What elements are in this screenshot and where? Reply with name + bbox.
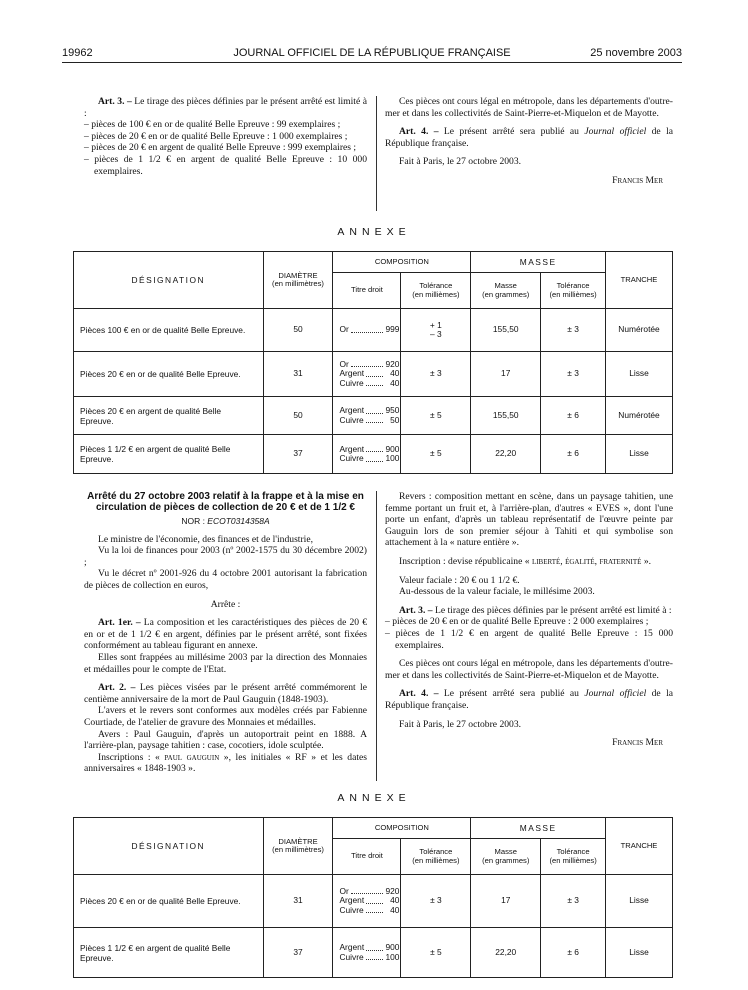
metal-name: Argent [339, 895, 365, 906]
metal-name: Or [339, 324, 349, 335]
column-divider [376, 491, 377, 781]
header-tolerance-masse [541, 273, 606, 309]
cell-tolerance-composition [401, 352, 471, 397]
dot-leader [366, 416, 384, 424]
header-tolerance-masse [541, 839, 606, 875]
preamble-loi: Vu la loi de finances pour 2003 (nº 2002-1575 du 30 décembre 2002) ; [84, 545, 367, 568]
arrete-left-column [84, 491, 367, 775]
header-tol-masse-unit: (en millièmes) [549, 855, 597, 865]
cell-tolerance-masse: ± 6 [541, 397, 606, 435]
header-designation: DÉSIGNATION [74, 818, 264, 875]
metal-value: 40 [390, 895, 400, 906]
header-tol-unit: (en millièmes) [412, 289, 460, 299]
cell-tranche: Lisse [606, 928, 673, 978]
metal-name: Argent [339, 942, 365, 952]
dot-leader [366, 369, 383, 377]
composition-line [339, 379, 399, 389]
avers-paragraph: Avers : Paul Gauguin, d'après un autoportrait peint en 1888. A l'arrière-plan, paysage tahitien : case, cocotiers, idole sculptée. [84, 728, 367, 752]
dot-leader [366, 953, 384, 961]
metal-value: 900 [385, 942, 400, 952]
cell-tolerance-composition [401, 875, 471, 928]
fait-a-paris: Fait à Paris, le 27 octobre 2003. [399, 156, 522, 168]
cell-masse: 155,50 [471, 397, 541, 435]
art4-label: Art. 4. – [399, 126, 439, 138]
dot-leader [351, 887, 384, 895]
annexe-title: ANNEXE [337, 226, 411, 238]
dot-leader [351, 325, 384, 333]
list-item: – pièces de 100 € en or de qualité Belle Epreuve : 99 exemplaires ; [84, 119, 341, 131]
cell-tolerance-masse: ± 3 [541, 309, 606, 352]
cell-designation: Pièces 20 € en argent de qualité Belle Epreuve. [74, 397, 264, 435]
metal-value: 950 [385, 405, 400, 415]
metal-name: Cuivre [339, 951, 364, 962]
page-header [62, 47, 682, 61]
metal-value: 900 [385, 443, 400, 454]
devise: liberté, égalité, fraternité [531, 555, 642, 567]
cell-masse: 17 [471, 875, 541, 928]
cell-tolerance-masse: ± 6 [541, 435, 606, 474]
list-item: – pièces de 1 1/2 € en argent de qualité Belle Epreuve : 15 000 exemplaires. [385, 627, 673, 651]
cell-tolerance-masse: ± 6 [541, 928, 606, 978]
art4-text-end: de la République française. [385, 126, 673, 149]
cell-tolerance-masse: ± 3 [541, 352, 606, 397]
art4-text: Le présent arrêté sera publié au [438, 688, 585, 700]
header-diametre [263, 252, 333, 309]
inscriptions-paragraph [84, 752, 367, 775]
header-masse-label: Masse [494, 847, 517, 856]
tolerance-value: ± 3 [430, 895, 442, 906]
top-left-column [84, 96, 367, 177]
header-tol-unit: (en millièmes) [412, 855, 460, 865]
metal-name: Argent [339, 443, 365, 454]
cell-designation: Pièces 1 1/2 € en argent de qualité Belle Epreuve. [74, 435, 264, 474]
metal-name: Or [339, 358, 349, 369]
header-diametre-label: DIAMÈTRE [278, 836, 318, 846]
table-row [74, 397, 673, 435]
fait-a-paris: Fait à Paris, le 27 octobre 2003. [399, 718, 522, 730]
dot-leader [366, 943, 383, 951]
cell-tolerance-composition [401, 309, 471, 352]
cell-designation: Pièces 1 1/2 € en argent de qualité Belle Epreuve. [74, 928, 264, 978]
dot-leader [366, 379, 384, 387]
header-diametre-unit: (en millimètres) [272, 279, 324, 288]
cell-designation: Pièces 20 € en or de qualité Belle Epreuve. [74, 352, 264, 397]
cell-titre-droit [333, 352, 401, 397]
art2-text: Les pièces visées par le présent arrêté commémorent le centième anniversaire de la mort de Paul Gauguin (1848-1903). [84, 682, 367, 705]
table-2-body [74, 875, 673, 978]
art4-text-end: de la République française. [385, 688, 673, 711]
metal-value: 40 [390, 368, 400, 379]
tolerance-value: ± 5 [430, 409, 442, 420]
composition-line [339, 416, 399, 426]
metal-value: 920 [385, 358, 400, 369]
cell-designation: Pièces 100 € en or de qualité Belle Epreuve. [74, 309, 264, 352]
signature: Francis Mer [612, 174, 663, 186]
annexe-title-2: ANNEXE [337, 792, 411, 804]
art4-label: Art. 4. – [399, 688, 439, 700]
revers-paragraph: Revers : composition mettant en scène, dans un paysage tahitien, une femme portant un fruit et, à l'arrière-plan, d'autres « EVES », dont l'une porte un enfant, d'après un tableau représentatif de l'œuvre peinte par Gauguin lors de son premier séjour à Tahiti et qui symbolise son attachement à la « nature entière ». [385, 491, 673, 549]
cell-masse: 155,50 [471, 309, 541, 352]
list-item: – pièces de 1 1/2 € en argent de qualité Belle Epreuve : 10 000 exemplaires. [84, 153, 367, 177]
header-titre-droit: Titre droit [333, 839, 401, 875]
inscription-devise-end: ». [641, 555, 652, 567]
cell-diametre: 50 [263, 309, 333, 352]
list-item: – pièces de 20 € en argent de qualité Belle Epreuve : 999 exemplaires ; [84, 142, 357, 154]
header-masse-unit: (en grammes) [482, 855, 530, 865]
cell-titre-droit [333, 435, 401, 474]
arrete-title: Arrêté du 27 octobre 2003 relatif à la frappe et à la mise en circulation de pièces de collection de 20 € et de 1 1/2 € [87, 491, 364, 513]
cell-tranche: Numérotée [606, 309, 673, 352]
art4-paragraph [385, 126, 673, 149]
art3-text: Le tirage des pièces définies par le présent arrêté est limité à : [84, 96, 367, 119]
header-tol-label: Tolérance [419, 281, 453, 290]
dot-leader [366, 454, 384, 462]
table-row [74, 875, 673, 928]
header-rule [62, 62, 682, 63]
header-diametre [263, 818, 333, 875]
inscriptions-text: Inscriptions : « [98, 751, 165, 763]
cell-diametre: 31 [263, 352, 333, 397]
header-masse-grammes [471, 273, 541, 309]
dot-leader [366, 896, 383, 904]
legal-tender-paragraph: Ces pièces ont cours légal en métropole, dans les départements d'outre-mer et dans les collectivités de Saint-Pierre-et-Miquelon et de Mayotte. [385, 658, 673, 681]
metal-name: Argent [339, 368, 365, 379]
metal-name: Argent [339, 405, 365, 415]
tolerance-value: ± 5 [430, 946, 442, 957]
header-masse-unit: (en grammes) [482, 289, 530, 299]
cell-tolerance-composition [401, 435, 471, 474]
table-row [74, 435, 673, 474]
metal-value: 40 [390, 377, 400, 388]
metal-name: Cuivre [339, 453, 364, 463]
millesime: Au-dessous de la valeur faciale, le millésime 2003. [399, 586, 595, 598]
metal-name: Cuivre [339, 377, 364, 388]
cell-tranche: Numérotée [606, 397, 673, 435]
cell-masse: 22,20 [471, 435, 541, 474]
art2-label: Art. 2. – [98, 682, 136, 694]
metal-name: Cuivre [339, 904, 364, 915]
dot-leader [366, 445, 383, 453]
dot-leader [366, 906, 384, 914]
table-row [74, 928, 673, 978]
issue-date: 25 novembre 2003 [590, 47, 682, 59]
header-designation: DÉSIGNATION [74, 252, 264, 309]
composition-line [339, 953, 399, 963]
metal-value: 40 [390, 904, 400, 915]
cell-tranche: Lisse [606, 435, 673, 474]
legal-tender-paragraph: Ces pièces ont cours légal en métropole, dans les départements d'outre-mer et dans les collectivités de Saint-Pierre-et-Miquelon et de Mayotte. [385, 96, 673, 119]
preamble-decret: Vu le décret nº 2001-926 du 4 octobre 2001 autorisant la fabrication de pièces de collection en euros, [84, 568, 367, 591]
inscriptions-name: paul gauguin [164, 751, 220, 763]
art4-text: Le présent arrêté sera publié au [438, 126, 585, 138]
cell-diametre: 31 [263, 875, 333, 928]
composition-line [339, 454, 399, 464]
inscriptions-text-end: », les initiales « RF » et les dates anniversaires « 1848-1903 ». [84, 751, 367, 775]
art1-paragraph-2: Elles sont frappées au millésime 2003 par la direction des Monnaies et médailles pour le compte de l'Etat. [84, 651, 367, 675]
cell-masse: 17 [471, 352, 541, 397]
dot-leader [366, 406, 383, 414]
cell-diametre: 37 [263, 928, 333, 978]
tolerance-value: + 1 [429, 319, 442, 330]
tolerance-value: ± 3 [430, 368, 442, 379]
inscription-devise-text: Inscription : devise républicaine « [399, 555, 532, 567]
cell-diametre: 50 [263, 397, 333, 435]
cell-masse: 22,20 [471, 928, 541, 978]
header-composition: COMPOSITION [333, 252, 471, 273]
table-row [74, 309, 673, 352]
art4-paragraph [385, 688, 673, 711]
valeur-faciale: Valeur faciale : 20 € ou 1 1/2 €. [399, 574, 520, 586]
header-masse: MASSE [471, 252, 606, 273]
art3-label: Art. 3. – [399, 604, 433, 616]
journal-title: JOURNAL OFFICIEL DE LA RÉPUBLIQUE FRANÇAISE [233, 47, 511, 59]
cell-tranche: Lisse [606, 352, 673, 397]
cell-titre-droit [333, 309, 401, 352]
annexe-table-2 [73, 817, 673, 978]
journal-name: Journal officiel [584, 126, 647, 138]
art2-paragraph [84, 682, 367, 705]
cell-titre-droit [333, 875, 401, 928]
signature: Francis Mer [612, 737, 663, 749]
preamble-minister: Le ministre de l'économie, des finances et de l'industrie, [98, 533, 313, 545]
arrete-word: Arrête : [210, 598, 241, 610]
header-diametre-label: DIAMÈTRE [278, 270, 318, 280]
metal-name: Cuivre [339, 414, 364, 425]
tolerance-value: ± 5 [430, 448, 442, 459]
metal-value: 100 [385, 453, 400, 463]
annexe-table-1 [73, 251, 673, 474]
column-divider [376, 96, 377, 211]
metal-value: 999 [385, 324, 400, 335]
art1-paragraph [84, 617, 367, 652]
nor-label: NOR : [181, 516, 208, 526]
composition-line [339, 325, 399, 335]
header-tol-masse-label: Tolérance [556, 847, 590, 856]
art1-label: Art. 1er. – [98, 617, 141, 629]
header-masse-grammes [471, 839, 541, 875]
list-item: – pièces de 20 € en or de qualité Belle Epreuve : 1 000 exemplaires ; [84, 130, 348, 142]
composition-line [339, 906, 399, 916]
header-tol-masse-label: Tolérance [556, 281, 590, 290]
cell-tranche: Lisse [606, 875, 673, 928]
page-number: 19962 [62, 47, 93, 59]
header-masse: MASSE [471, 818, 606, 839]
cell-titre-droit [333, 928, 401, 978]
art2-paragraph-2: L'avers et le revers sont conformes aux modèles créés par Fabienne Courtiade, de l'atelier de gravure des Monnaies et médailles. [84, 705, 367, 728]
cell-tolerance-composition [401, 928, 471, 978]
metal-value: 920 [385, 885, 400, 896]
header-tol-masse-unit: (en millièmes) [549, 289, 597, 299]
metal-value: 100 [385, 951, 400, 962]
header-tolerance-composition [401, 839, 471, 875]
art3-label: Art. 3. – [98, 96, 132, 107]
list-item: – pièces de 20 € en or de qualité Belle Epreuve : 2 000 exemplaires ; [385, 616, 649, 628]
header-tol-label: Tolérance [419, 847, 453, 856]
art3-paragraph [385, 605, 673, 617]
metal-name: Or [339, 885, 349, 896]
dot-leader [351, 360, 384, 368]
cell-tolerance-masse: ± 3 [541, 875, 606, 928]
journal-name: Journal officiel [584, 688, 647, 700]
nor-reference [84, 516, 367, 528]
header-composition: COMPOSITION [333, 818, 471, 839]
table-1-body [74, 309, 673, 474]
cell-titre-droit [333, 397, 401, 435]
metal-value: 50 [390, 414, 400, 425]
arrete-right-column [385, 491, 673, 749]
header-diametre-unit: (en millimètres) [272, 845, 324, 854]
art3-text: Le tirage des pièces définies par le présent arrêté est limité à : [432, 604, 672, 616]
header-tranche: TRANCHE [606, 818, 673, 875]
cell-designation: Pièces 20 € en or de qualité Belle Epreuve. [74, 875, 264, 928]
header-masse-label: Masse [494, 281, 517, 290]
top-right-column [385, 96, 673, 187]
header-tranche: TRANCHE [606, 252, 673, 309]
header-titre-droit: Titre droit [333, 273, 401, 309]
nor-code: ECOT0314358A [207, 516, 270, 526]
header-tolerance-composition [401, 273, 471, 309]
inscription-devise [385, 556, 673, 568]
cell-tolerance-composition [401, 397, 471, 435]
art3-paragraph [84, 96, 367, 119]
tolerance-value: – 3 [430, 329, 442, 339]
cell-diametre: 37 [263, 435, 333, 474]
art1-text: La composition et les caractéristiques des pièces de 20 € en or et de 1 1/2 € en argent, définies par le présent arrêté, sont fixées conformément au tableau figurant en annexe. [84, 617, 367, 652]
table-row [74, 352, 673, 397]
